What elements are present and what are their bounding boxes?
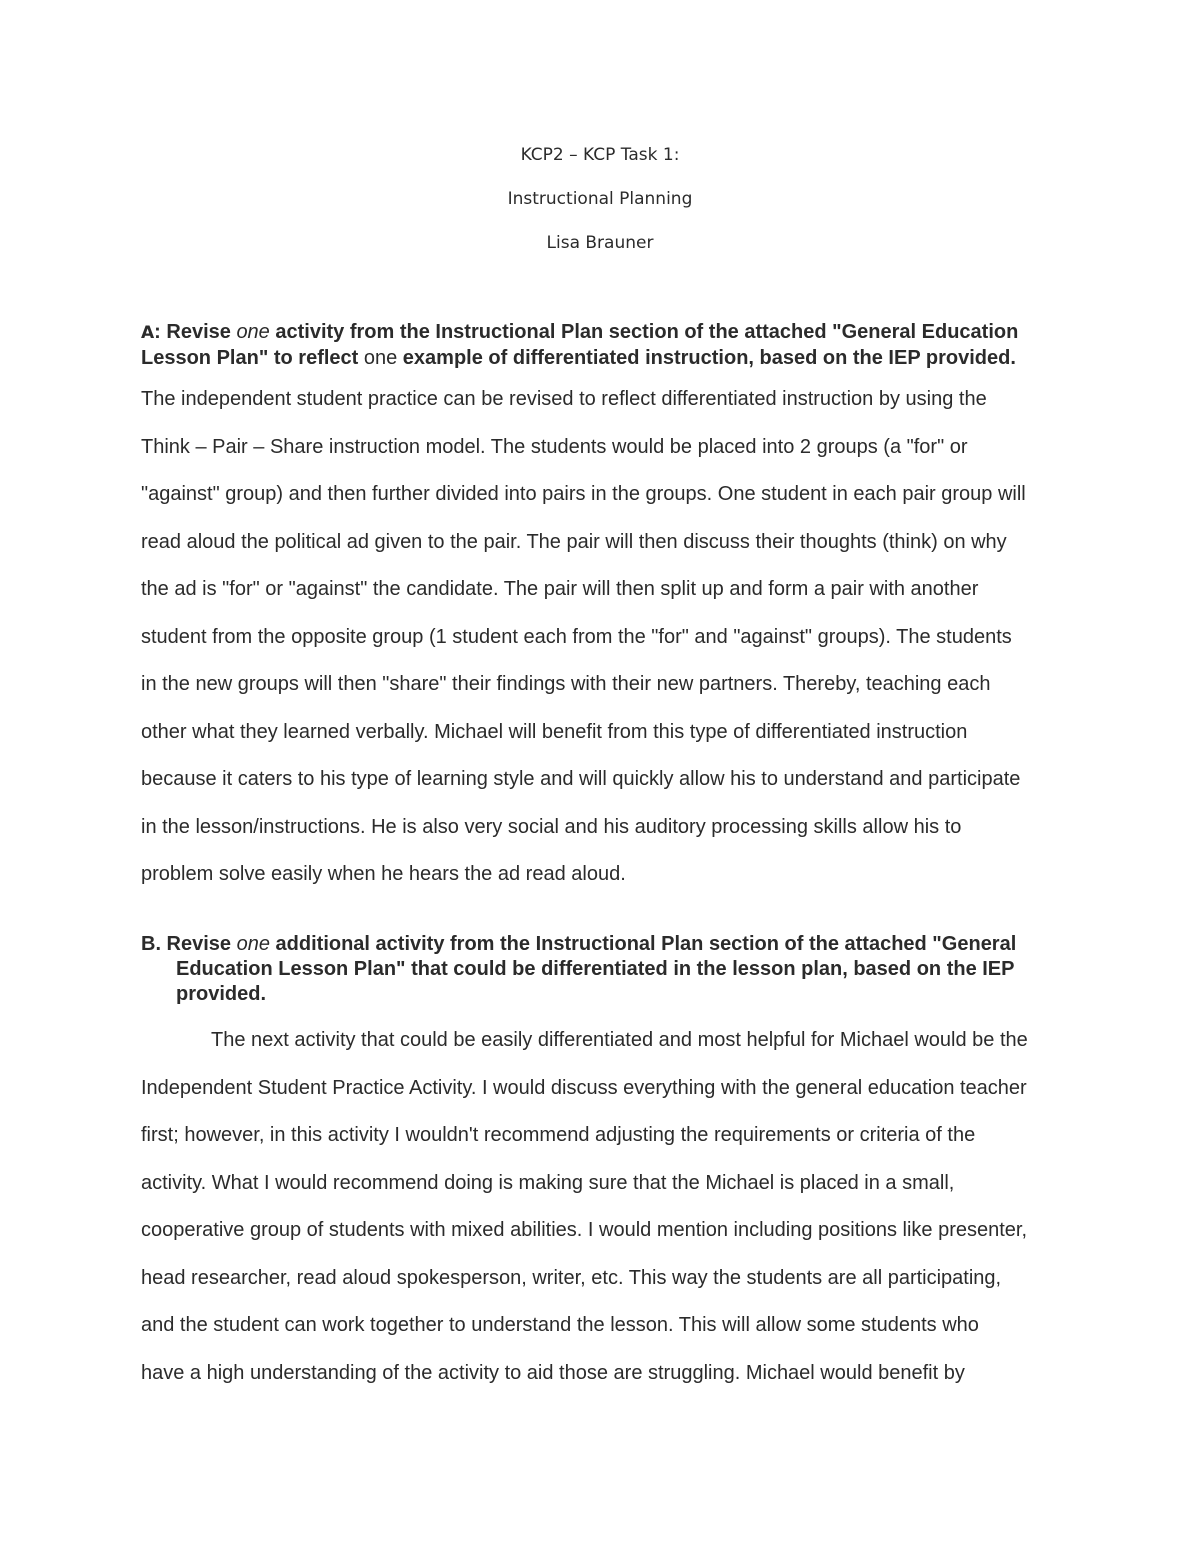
paragraph-line: in the new groups will then "share" their findings with their new partners. Thereby, teaching each	[141, 673, 991, 695]
section-b-heading	[141, 932, 1061, 1007]
section-a-heading-text-3: example of differentiated instruction, based on the IEP provided.	[397, 347, 1016, 369]
section-a-heading-text-2: activity from the Instructional Plan section of the attached "General Education Lesson Plan" to reflect	[141, 321, 1019, 369]
paragraph-line: The next activity that could be easily differentiated and most helpful for Michael would be the	[211, 1029, 1028, 1051]
paragraph-line: student from the opposite group (1 student each from the "for" and "against" groups). The students	[141, 625, 1012, 648]
paragraph-line: have a high understanding of the activity to aid those are struggling. Michael would benefit by	[141, 1361, 965, 1384]
paragraph-line: The independent student practice can be revised to reflect differentiated instruction by using the	[141, 388, 987, 410]
section-a-label: A	[141, 323, 155, 343]
section-a-paragraph	[141, 376, 1066, 899]
paragraph-line: Think – Pair – Share instruction model. The students would be placed into 2 groups (a "for" or	[141, 435, 968, 458]
section-a-heading	[141, 320, 1061, 371]
paragraph-line: read aloud the political ad given to the pair. The pair will then discuss their thoughts (think) on why	[141, 530, 1007, 553]
section-b-heading-text-2: additional activity from the Instructional Plan section of the attached "General Education Lesson Plan" that could be differentiated in the lesson plan, based on the IEP provided.	[176, 933, 1017, 1005]
paragraph-line: "against" group) and then further divided into pairs in the groups. One student in each pair group will	[141, 483, 1026, 505]
paragraph-line: the ad is "for" or "against" the candidate. The pair will then split up and form a pair with another	[141, 578, 979, 600]
section-b-heading-text-1: Revise	[161, 933, 237, 955]
paragraph-line: head researcher, read aloud spokesperson, writer, etc. This way the students are all participating,	[141, 1266, 1002, 1289]
section-b-label: B.	[141, 933, 161, 955]
author-name: Lisa Brauner	[546, 233, 654, 253]
course-task-title: KCP2 – KCP Task 1:	[520, 145, 680, 165]
section-a-heading-plain: one	[363, 347, 398, 369]
paragraph-line: problem solve easily when he hears the ad read aloud.	[141, 863, 626, 885]
section-a-heading-text-1: : Revise	[154, 321, 237, 343]
section-b-heading-italic: one	[236, 933, 270, 955]
section-b-paragraph	[141, 1017, 1066, 1397]
paragraph-line: first; however, in this activity I wouldn't recommend adjusting the requirements or criteria of the	[141, 1124, 976, 1146]
subject-title: Instructional Planning	[507, 189, 693, 209]
paragraph-line: activity. What I would recommend doing is making sure that the Michael is placed in a small,	[141, 1171, 955, 1194]
paragraph-line: other what they learned verbally. Michael will benefit from this type of differentiated instruction	[141, 720, 968, 743]
paragraph-line: in the lesson/instructions. He is also very social and his auditory processing skills allow his to	[141, 815, 962, 838]
section-a-heading-italic: one	[236, 321, 270, 343]
paragraph-line: Independent Student Practice Activity. I would discuss everything with the general education teacher	[141, 1076, 1027, 1099]
paragraph-line: because it caters to his type of learning style and will quickly allow his to understand and participate	[141, 768, 1021, 790]
paragraph-line: cooperative group of students with mixed abilities. I would mention including positions like presenter,	[141, 1219, 1028, 1241]
paragraph-line: and the student can work together to understand the lesson. This will allow some students who	[141, 1314, 979, 1336]
